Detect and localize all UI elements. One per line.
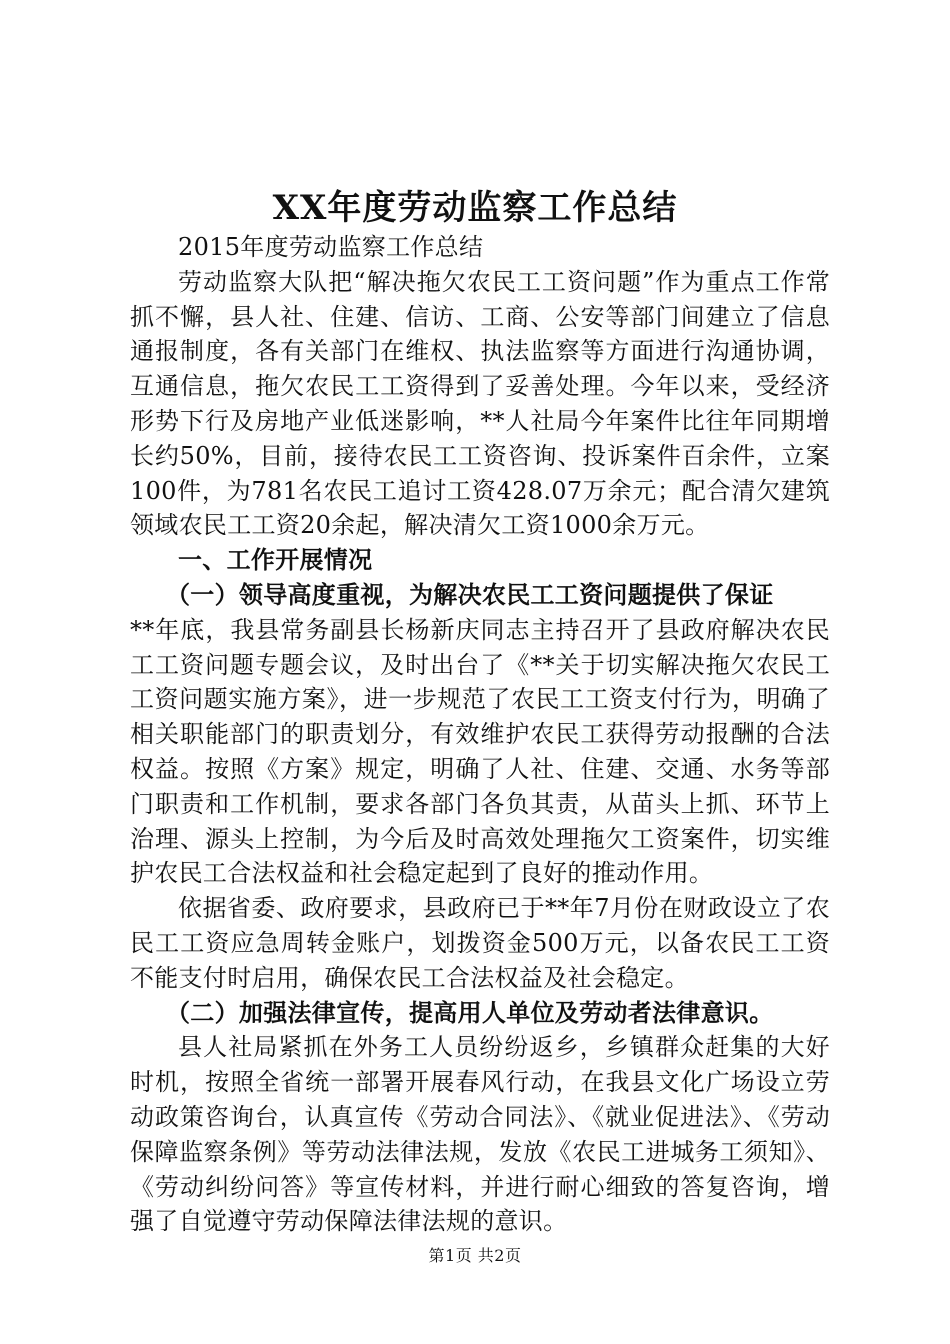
subsection-heading: （二）加强法律宣传，提高用人单位及劳动者法律意识。	[166, 997, 774, 1027]
subsection-heading: （一）领导高度重视，为解决农民工工资问题提供了保证	[166, 579, 774, 609]
page-footer: 第1页 共2页	[428, 1246, 522, 1265]
body-paragraph: **年底，我县常务副县长杨新庆同志主持召开了县政府解决农民工工资问题专题会议，及时出台了《**关于切实解决拖欠农民工工资问题实施方案》，进一步规范了农民工工资支付行为，明确了相关职能部门的职责划分，有效维护农民工获得劳动报酬的合法权益。按照《方案》规定，明确了人社、住建、交通、水务等部门职责和工作机制，要求各部门各负其责，从苗头上抓、环节上治理、源头上控制，为今后及时高效处理拖欠工资案件，切实维护农民工合法权益和社会稳定起到了良好的推动作用。	[130, 615, 830, 888]
body-paragraph: 依据省委、政府要求，县政府已于**年7月份在财政设立了农民工工资应急周转金账户，划拨资金500万元，以备农民工工资不能支付时启用，确保农民工合法权益及社会稳定。	[130, 894, 830, 992]
document-title: XX年度劳动监察工作总结	[272, 188, 678, 228]
intro-paragraph: 劳动监察大队把“解决拖欠农民工工资问题”作为重点工作常抓不懈，县人社、住建、信访、工商、公安等部门间建立了信息通报制度，各有关部门在维权、执法监察等方面进行沟通协调，互通信息，拖欠农民工工资得到了妥善处理。今年以来，受经济形势下行及房地产业低迷影响，**人社局今年案件比往年同期增长约50%，目前，接待农民工工资咨询、投诉案件百余件，立案100件，为781名农民工追讨工资428.07万余元；配合清欠建筑领域农民工工资20余起，解决清欠工资1000余万元。	[130, 267, 830, 540]
body-paragraph: 县人社局紧抓在外务工人员纷纷返乡，乡镇群众赶集的大好时机，按照全省统一部署开展春风行动，在我县文化广场设立劳动政策咨询台，认真宣传《劳动合同法》、《就业促进法》、《劳动保障监察条例》等劳动法律法规，发放《农民工进城务工须知》、《劳动纠纷问答》等宣传材料，并进行耐心细致的答复咨询，增强了自觉遵守劳动保障法律法规的意识。	[130, 1033, 830, 1236]
document-body	[130, 230, 830, 1239]
section-heading: 一、工作开展情况	[178, 545, 373, 575]
subtitle-paragraph: 2015年度劳动监察工作总结	[178, 233, 484, 261]
